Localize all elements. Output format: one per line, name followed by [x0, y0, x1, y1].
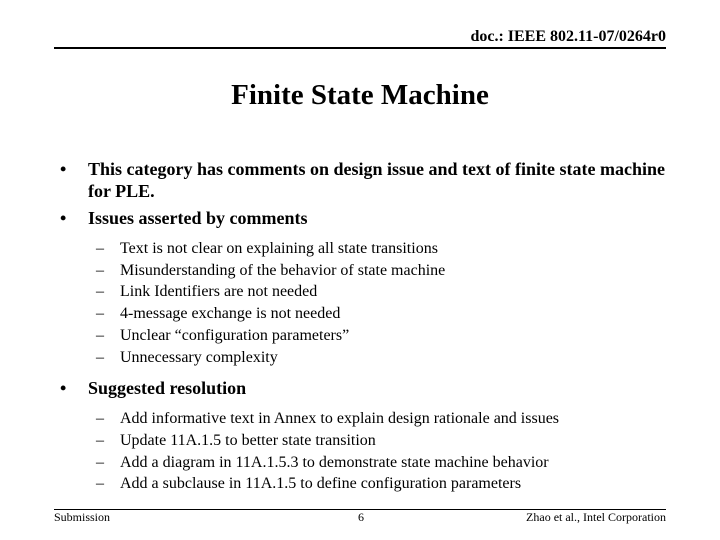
list-item-text: Unclear “configuration parameters”: [120, 326, 350, 344]
bullet-item: [60, 377, 680, 399]
list-item: [60, 408, 680, 430]
list-item: [60, 452, 680, 474]
list-item-text: Text is not clear on explaining all state transitions: [120, 240, 438, 257]
header-divider: [54, 47, 666, 49]
list-item: [60, 347, 680, 369]
dash-marker: –: [96, 305, 104, 323]
dash-marker: –: [96, 240, 104, 257]
dash-marker: –: [96, 283, 104, 301]
bullet-text: Suggested resolution: [88, 378, 247, 399]
list-item-text: Link Identifiers are not needed: [120, 283, 318, 301]
bullet-item: [60, 158, 680, 202]
dash-marker: –: [96, 326, 104, 344]
bullet-text: Issues asserted by comments: [88, 208, 308, 228]
list-item: [60, 303, 680, 325]
document-id: doc.: IEEE 802.11-07/0264r0: [470, 28, 666, 45]
list-item-text: Misunderstanding of the behavior of state machine: [120, 261, 446, 279]
list-item: [60, 238, 680, 260]
list-item: [60, 260, 680, 282]
dash-marker: –: [96, 431, 104, 449]
list-item-text: Unnecessary complexity: [120, 348, 278, 366]
list-item-text: Update 11A.1.5 to better state transition: [120, 431, 376, 449]
list-item-text: Add informative text in Annex to explain design rationale and issues: [120, 410, 560, 428]
bullet-text: This category has comments on design issue and text of finite state machine for PLE.: [88, 159, 665, 201]
list-item-text: 4-message exchange is not needed: [120, 305, 341, 323]
list-item: [60, 325, 680, 347]
dash-marker: –: [96, 348, 104, 366]
list-item-text: Add a diagram in 11A.1.5.3 to demonstrate state machine behavior: [120, 453, 549, 471]
footer-author: Zhao et al., Intel Corporation: [526, 510, 666, 524]
dash-marker: –: [96, 453, 104, 471]
slide-content: [60, 158, 680, 495]
list-item: [60, 473, 680, 495]
bullet-marker: •: [60, 378, 67, 399]
issues-list: [60, 238, 680, 368]
bullet-item: [60, 207, 680, 229]
bullet-marker: •: [60, 159, 67, 179]
resolution-list: [60, 408, 680, 495]
bullet-marker: •: [60, 208, 67, 228]
dash-marker: –: [96, 475, 104, 493]
footer-submission-label: Submission: [54, 510, 111, 524]
dash-marker: –: [96, 410, 104, 428]
list-item-text: Add a subclause in 11A.1.5 to define configuration parameters: [120, 475, 522, 493]
page-number: 6: [358, 510, 364, 524]
list-item: [60, 430, 680, 452]
slide-title: Finite State Machine: [231, 79, 489, 111]
list-item: [60, 281, 680, 303]
dash-marker: –: [96, 261, 104, 279]
